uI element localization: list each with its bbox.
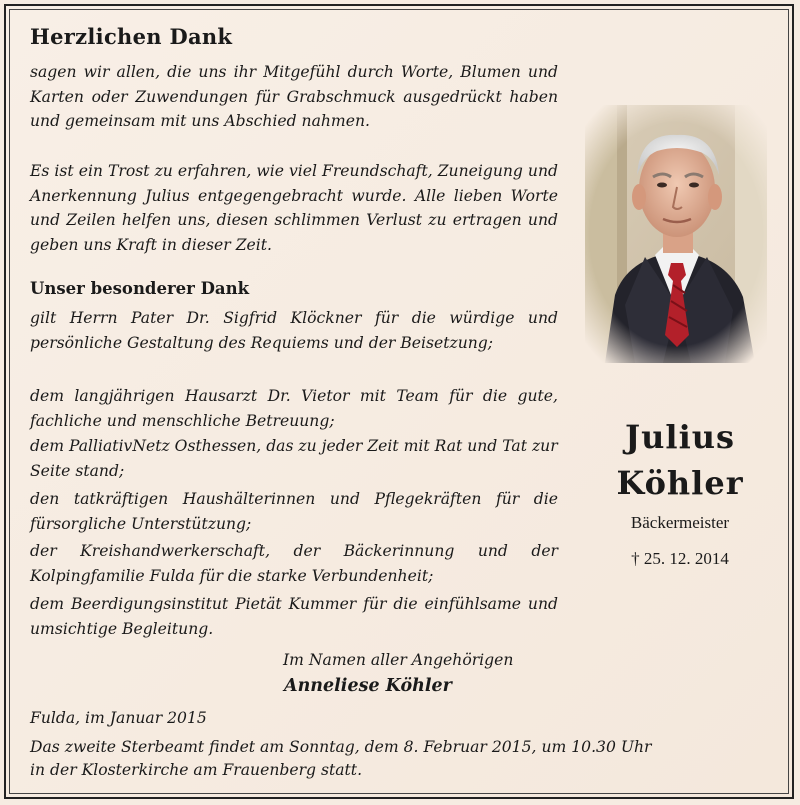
- notice-line-1: Das zweite Sterbeamt findet am Sonntag, dem 8. Februar 2015, um 10.30 Uhr: [30, 738, 652, 756]
- signature-name: Anneliese Köhler: [284, 676, 452, 696]
- thanks-item: dem langjährigen Hausarzt Dr. Vietor mit Team für die gute, fachliche und menschliche Betreuung;: [30, 387, 558, 430]
- thanks-item: dem Beerdigungsinstitut Pietät Kummer für die einfühlsame und umsichtige Begleitung.: [30, 595, 558, 638]
- deceased-profession: Bäckermeister: [630, 513, 730, 532]
- deceased-death-date: † 25. 12. 2014: [631, 549, 729, 568]
- thanks-item: den tatkräftigen Haushälterinnen und Pflegekräften für die fürsorgliche Unterstützung;: [30, 490, 558, 533]
- place-date: Fulda, im Januar 2015: [30, 709, 207, 727]
- paragraph-thanks-intro: sagen wir allen, die uns ihr Mitgefühl durch Worte, Blumen und Karten oder Zuwendungen für Grabschmuck ausgedrückt haben und gemeinsam mit uns Abschied nahmen.: [30, 63, 558, 130]
- thanks-item: der Kreishandwerkerschaft, der Bäckerinnung und der Kolpingfamilie Fulda für die starke Verbundenheit;: [30, 542, 558, 585]
- notice-line-2: in der Klosterkirche am Frauenberg statt.: [30, 761, 363, 779]
- deceased-last-name: Köhler: [616, 464, 744, 502]
- heading: Herzlichen Dank: [30, 24, 233, 49]
- paragraph-comfort: Es ist ein Trost zu erfahren, wie viel Freundschaft, Zuneigung und Anerkennung Julius entgegengebracht wurde. Alle lieben Worte und Zeilen helfen uns, diesen schlimmen Verlust zu ertragen und geben uns Kraft in dieser Zeit.: [30, 162, 558, 254]
- portrait-photo: [585, 105, 767, 363]
- special-thanks-heading: Unser besonderer Dank: [30, 279, 250, 298]
- signature-intro: Im Namen aller Angehörigen: [283, 651, 514, 669]
- thanks-item: dem PalliativNetz Osthessen, das zu jeder Zeit mit Rat und Tat zur Seite stand;: [30, 437, 558, 480]
- thanks-item: gilt Herrn Pater Dr. Sigfrid Klöckner für die würdige und persönliche Gestaltung des Requiems und der Beisetzung;: [30, 309, 558, 352]
- deceased-first-name: Julius: [625, 418, 735, 456]
